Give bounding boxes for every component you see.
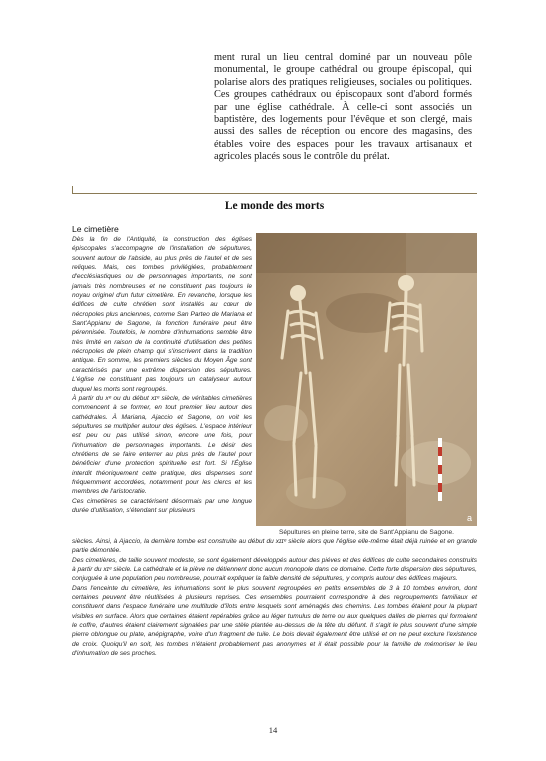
burial-photo	[256, 233, 477, 526]
left-paragraph-2: À partir du xᵉ ou du début xɪᵉ siècle, de véritables cimetières commencent à se former, en tout premier lieu autour des cathédrales. À Mariana, Ajaccio et Sagone, on voit les sépultures se multiplier autour des églises. L'espace intérieur est peu ou pas utilisé sinon, encore une fois, pour l'inhumation de personnages importants. Le désir des chrétiens de se faire enterrer au plus près de l'autel pour bénéficier d'une protection spirituelle est fort. Si l'Église interdit théoriquement cette pratique, des dispenses sont fréquemment accordées, notamment pour les clercs et les membres de l'aristocratie.	[72, 394, 252, 496]
full-paragraph-2: Des cimetières, de taille souvent modeste, se sont également développés autour des piéves et des édifices de culte secondaires construits à partir du xɪᵉ siècle. La cathédrale et la piève ne détiennent donc aucun monopole dans ce domaine. Cette forte dispersion des sépultures, conjuguée à une population peu nombreuse, pourrait expliquer la faible densité de sépultures, y compris autour des édifices majeurs.	[72, 556, 477, 583]
section-divider	[72, 193, 477, 194]
left-paragraph-3: Ces cimetières se caractérisent désormais par une longue durée d'utilisation, s'étendant sur plusieurs	[72, 497, 252, 514]
scale-bar	[438, 438, 442, 501]
full-width-text	[72, 537, 477, 658]
figure-letter: a	[466, 513, 472, 523]
section-title: Le monde des morts	[224, 200, 325, 212]
left-column-text	[72, 235, 252, 515]
figure-caption: Sépultures en pleine terre, site de Sant'Appianu de Sagone.	[278, 529, 455, 536]
intro-paragraph	[214, 52, 472, 164]
left-paragraph-1: Dès la fin de l'Antiquité, la construction des églises épiscopales s'accompagne de l'installation de sépultures, souvent autour de l'abside, au plus près de l'autel et de ses reliques. Mais, ces tombes privilégiées, probablement d'ecclésiastiques ou de personnages importants, ne sont jamais très nombreuses et ne constituent pas toujours le noyau originel d'un futur cimetière. En revanche, lorsque les édifices de culte chrétien sont installés au cœur de nécropoles plus anciennes, comme San Parteo de Mariana et Sant'Appianu de Sagone, la fonction funéraire peut être pérennisée. Toutefois, le nombre d'inhumations semble être très limité en raison de la continuité d'utilisation des petites nécropoles de plein champ qui s'inscrivent dans la tradition antique. En somme, les premiers siècles du Moyen Âge sont caractérisés par une extrême dispersion des sépultures. L'église ne constituant pas toujours un catalyseur autour duquel les morts sont regroupés.	[72, 236, 252, 393]
full-paragraph-3: Dans l'enceinte du cimetière, les inhumations sont le plus souvent regroupées en petits ensembles de 3 à 10 tombes environ, dont certaines peuvent être réutilisées à plusieurs reprises. Ces ensembles pourraient correspondre à des regroupements familiaux et constituent dans l'espace funéraire une multitude d'îlots entre lesquels sont aménagés des chemins. Les tombes étaient pour la plupart visibles en surface. Alors que certaines étaient repérables grâce au léger tumulus de terre ou aux quelques dalles de pierres qui formaient le coffre, d'autres étaient clairement signalées par une stèle plantée au-dessus de la tête du défunt. Il s'agit le plus souvent d'une simple pierre oblongue ou plate, anépigraphe, voire d'un fragment de tuile. Le bois devait également être utilisé et on ne peut exclure l'existence de croix. Quoiqu'il en soit, les tombes n'étaient probablement pas anonymes et il était possible pour la famille de mémoriser le lieu d'inhumation de ses proches.	[72, 584, 477, 658]
burial-photo-illustration	[256, 233, 477, 526]
full-paragraph-1: siècles. Ainsi, à Ajaccio, la dernière tombe est construite au début du xɪɪᵉ siècle alors que l'église elle-même était déjà ruinée et en grande partie démontée.	[72, 538, 477, 555]
page-number: 14	[268, 725, 278, 735]
intro-paragraph-text: ment rural un lieu central dominé par un nouveau pôle monumental, le groupe cathédral ou groupe épiscopal, qui polarise alors des pratiques religieuses, sociales ou politiques. Ces groupes cathédraux ou épiscopaux sont d'abord formés par une église cathédrale. À celle-ci sont associés un baptistère, des logements pour l'évêque et son clergé, mais aussi des salles de réception ou encore des magasins, des étables voire des espaces pour les travaux artisanaux et agricoles placés sous le contrôle du prélat.	[214, 52, 472, 163]
subsection-title: Le cimetière	[72, 224, 119, 234]
